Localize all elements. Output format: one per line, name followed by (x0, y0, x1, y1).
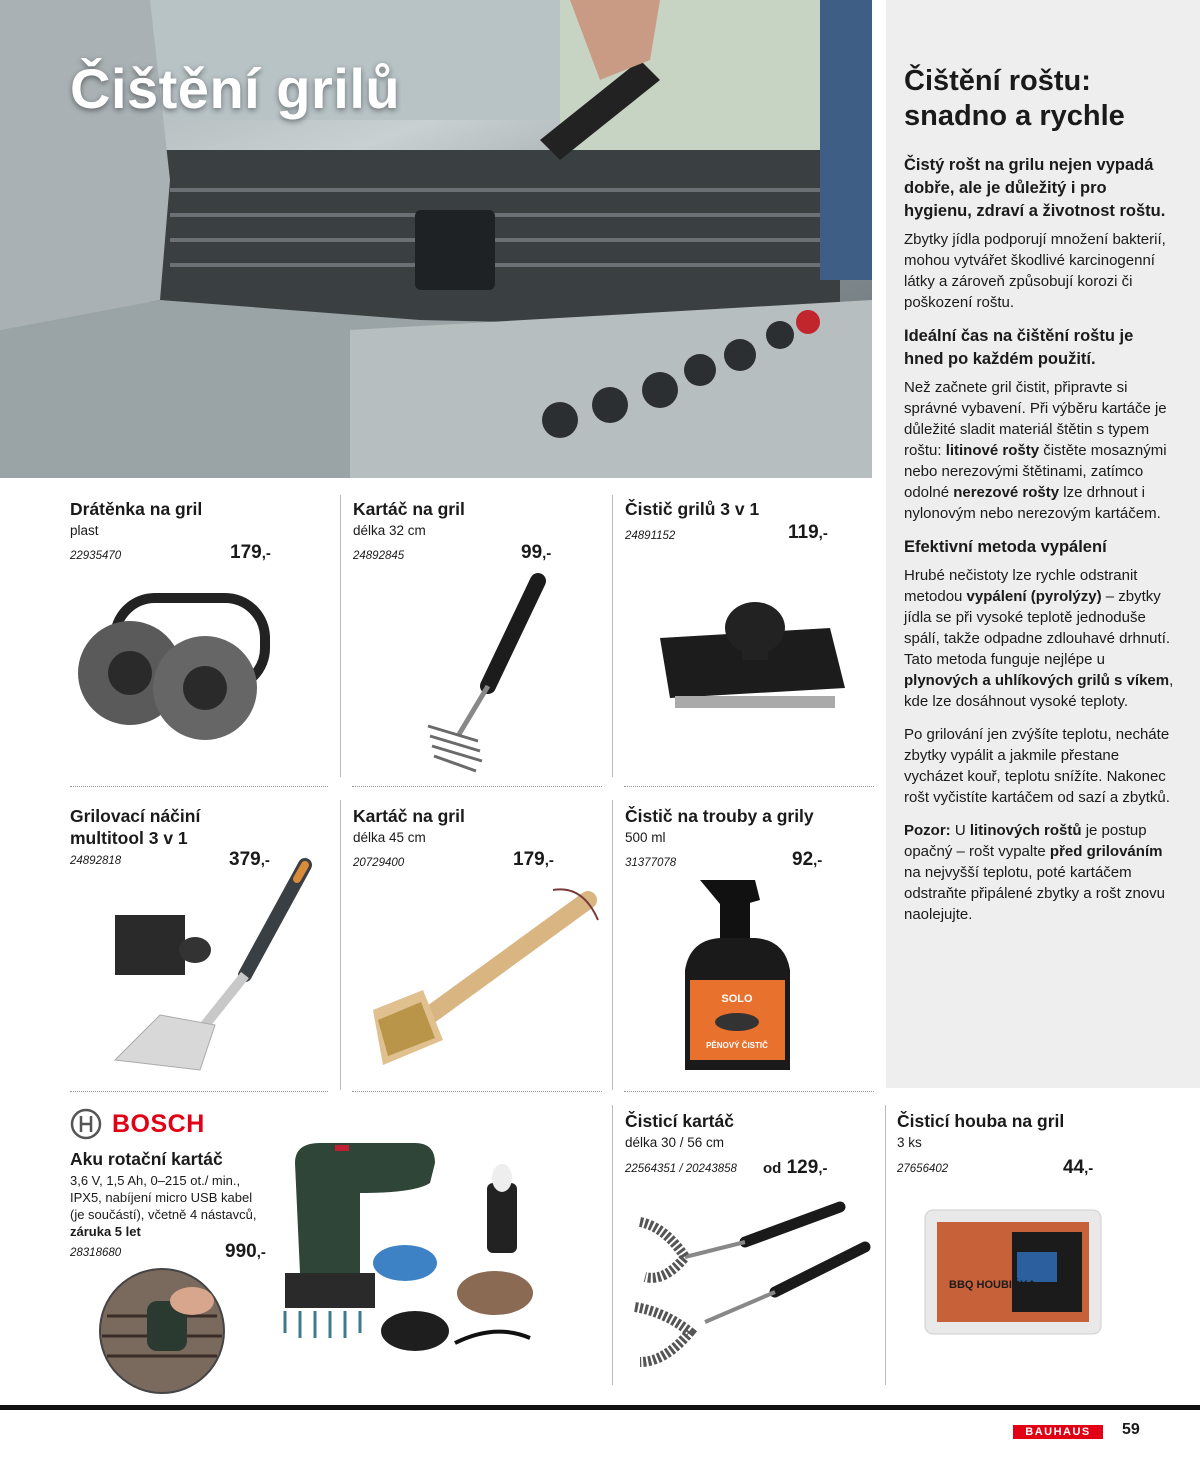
product-name: Drátěnka na gril (70, 499, 203, 519)
product-name: Čisticí houba na gril (897, 1111, 1065, 1131)
row-divider (352, 1091, 602, 1092)
sidebar-heading: Čištění roštu: snadno a rychle (904, 65, 1125, 132)
product-spec: 3 ks (897, 1135, 922, 1150)
column-divider (340, 800, 341, 1090)
column-divider (885, 1105, 886, 1385)
sidebar-paragraph: Po grilování jen zvýšíte teplotu, necháte zbytky vypálit a jakmile přestane vycházet kouř, teplotu snížíte. Nakonec rošt vyčistíte kartáčem od sazí a zbytků. (904, 726, 1170, 806)
product-card[interactable] (625, 805, 875, 1087)
column-divider (340, 495, 341, 777)
sidebar-lead: Čistý rošt na grilu nejen vypadá dobře, ale je důležitý i pro hygienu, zdraví a životnost roštu. (904, 156, 1166, 220)
product-price: 119,- (788, 522, 828, 543)
sidebar-paragraph: Hrubé nečistoty lze rychle odstranit metodou vypálení (pyrolýzy) – zbytky jídla se při vysoké teplotě jednoduše spálí, takže odpadne zdlouhavé drhnutí. Tato metoda funguje nejlépe u plynových a uhlíkových grilů s víkem, kde lze dosáhnout vysoké teploty. (904, 567, 1174, 710)
bosch-brand: BOSCH (112, 1109, 205, 1138)
row-divider (624, 1091, 874, 1092)
product-price: 179,- (230, 542, 271, 563)
product-price: 99,- (521, 542, 552, 563)
product-card[interactable] (897, 1110, 1187, 1385)
info-sidebar (886, 0, 1200, 1088)
product-code: 24892818 (70, 855, 122, 867)
wire-scrubber-image (75, 588, 275, 748)
product-name: Kartáč na gril (353, 806, 465, 826)
product-spec: 3,6 V, 1,5 Ah, 0–215 ot./ min., IPX5, nabíjení micro USB kabel (je součástí), včetně 4 nástavců, záruka 5 let (70, 1173, 257, 1239)
product-spec: 500 ml (625, 830, 666, 845)
product-spec: délka 45 cm (353, 830, 426, 845)
product-code: 24892845 (353, 550, 405, 562)
product-card[interactable] (353, 805, 603, 1087)
product-code: 28318680 (70, 1247, 122, 1259)
rotary-brush-image (275, 1133, 535, 1393)
page-title: Čištění grilů (70, 57, 401, 120)
row-divider (70, 1091, 328, 1092)
product-code: 27656402 (897, 1163, 949, 1175)
wooden-brush-image (353, 880, 603, 1080)
product-name: Čisticí kartáč (625, 1111, 734, 1131)
product-name: Kartáč na gril (353, 499, 465, 519)
sidebar-paragraph: Než začnete gril čistit, připravte si správné vybavení. Při výběru kartáče je důležité sladit materiál štětin s typem roštu: litinové rošty čistěte mosaznými nebo nerezovými štětinami, zatímco odolné nerezové rošty lze drhnout i nylonovým nebo nerezovým kartáčem. (904, 379, 1167, 522)
product-card[interactable] (625, 1110, 880, 1385)
product-price: 179,- (513, 849, 554, 870)
row-divider (352, 786, 602, 787)
hero-image (0, 0, 872, 478)
bosch-logo (70, 1108, 205, 1140)
product-code: 22564351 / 20243858 (625, 1163, 737, 1175)
product-price: od 129,- (763, 1157, 828, 1178)
product-name: Aku rotační kartáč (70, 1149, 223, 1169)
grill-scraper-image (650, 598, 850, 718)
page-number: 59 (1122, 1421, 1140, 1438)
multitool-image (105, 855, 325, 1085)
product-card[interactable] (353, 498, 603, 780)
product-card[interactable] (625, 498, 875, 780)
product-price: 44,- (1063, 1157, 1094, 1178)
sponge-pack-image (917, 1202, 1107, 1342)
row-divider (624, 786, 874, 787)
spray-label-brand: SOLO (721, 993, 753, 1005)
footer-rule (0, 1405, 1200, 1410)
product-name: Čistič na trouby a grily (625, 806, 814, 826)
product-name: Grilovací náčiní multitool 3 v 1 (70, 806, 201, 848)
grill-brush-image (388, 566, 568, 776)
spray-label-text: PĚNOVÝ ČISTIČ (706, 1041, 768, 1050)
sidebar-paragraph: Pozor: U litinových roštů je postup opačný – rošt vypalte před grilováním na nejvyšší teplotu, poté kartáčem odstraňte připálené zbytky a rošt znovu naolejujte. (904, 822, 1165, 923)
product-price: 990,- (225, 1241, 266, 1262)
product-card[interactable] (70, 805, 330, 1087)
sponge-label: BBQ HOUBIČKA (949, 1279, 1036, 1291)
column-divider (612, 495, 613, 777)
product-name: Čistič grilů 3 v 1 (625, 499, 760, 519)
product-spec: délka 32 cm (353, 523, 426, 538)
product-price: 92,- (792, 849, 823, 870)
column-divider (612, 800, 613, 1090)
product-code: 20729400 (353, 857, 405, 869)
cleaner-spray-image (680, 870, 820, 1080)
product-code: 31377078 (625, 857, 677, 869)
product-card[interactable] (70, 1148, 610, 1398)
sidebar-paragraph: Zbytky jídla podporují množení bakterií, mohou vytvářet škodlivé karcinogenní látky a zároveň způsobují korozi či poškození roštu. (904, 231, 1166, 311)
bauhaus-logo: BAUHAUS (1013, 1425, 1103, 1439)
product-code: 24891152 (625, 530, 676, 542)
product-card[interactable] (70, 498, 330, 780)
sidebar-subheading: Ideální čas na čištění roštu je hned po každém použití. (904, 327, 1134, 368)
product-spec: délka 30 / 56 cm (625, 1135, 725, 1150)
bosch-armature-icon (70, 1108, 102, 1140)
sidebar-subheading: Efektivní metoda vypálení (904, 538, 1107, 556)
usage-photo-image (92, 1266, 232, 1396)
product-spec: plast (70, 523, 99, 538)
row-divider (70, 786, 328, 787)
product-price: 379,- (229, 849, 270, 870)
product-code: 22935470 (70, 550, 122, 562)
column-divider (612, 1105, 613, 1385)
cleaning-brushes-image (625, 1182, 875, 1382)
